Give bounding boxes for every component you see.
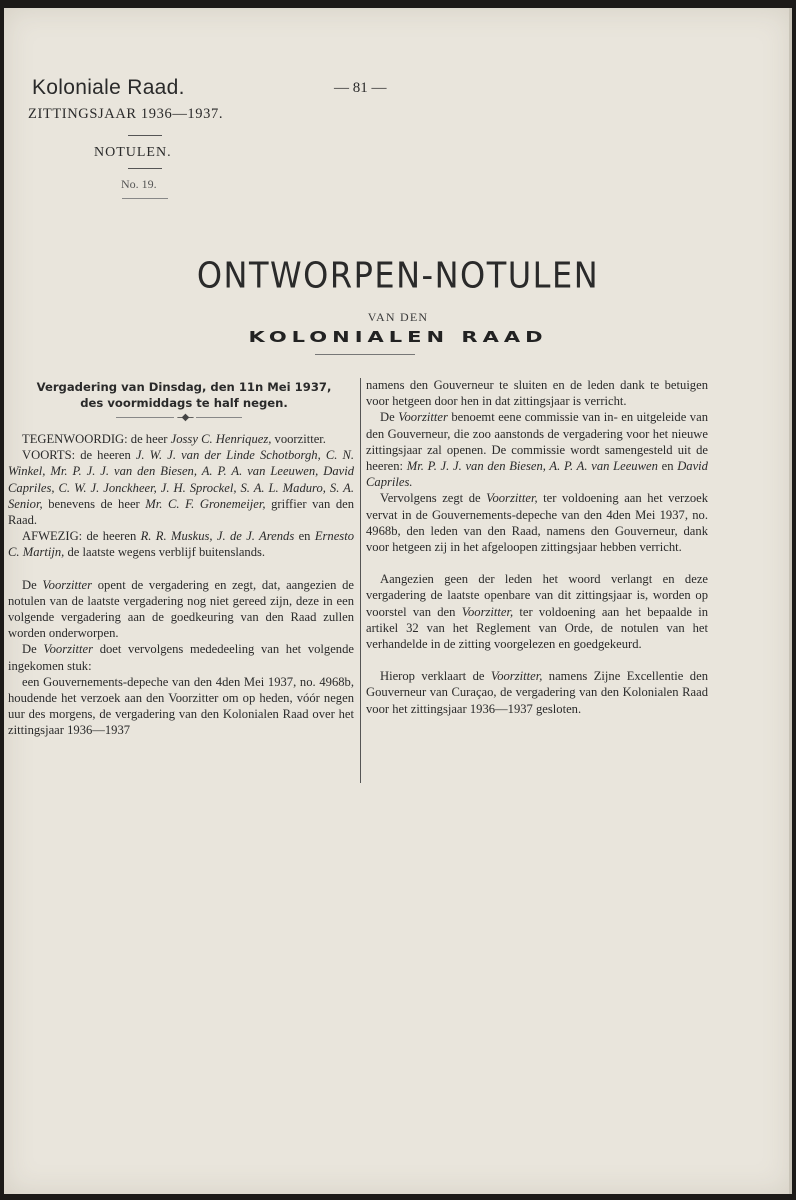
issue-number: No. 19. — [121, 177, 157, 191]
council-name: KOLONIALEN RAAD — [248, 328, 548, 346]
meeting-time: des voormiddags te half negen. — [80, 396, 288, 410]
continuation-paragraph: namens den Gouverneur te sluiten en de leden dank te betuigen voor hetgeen door hen in dat zittingsjaar is verricht. — [366, 378, 708, 409]
document-page — [4, 8, 792, 1194]
left-column — [8, 431, 354, 739]
thanks-paragraph: Vervolgens zegt de Voorzitter, ter voldoening aan het verzoek vervat in de Gouvernements-depeche van den 4den Mei 1937, no. 4968b, den leden van den Raad, namens den Gouverneur, dank voor hetgeen zij in het afgeloopen zittingsjaar hebben verricht. — [366, 491, 709, 555]
header-rule-2 — [128, 168, 162, 169]
attendees-absent: AFWEZIG: de heeren R. R. Muskus, J. de J. Arends en Ernesto C. Martijn, de laatste wegens verblijf buitenslands. — [8, 529, 355, 560]
header-rule-1 — [128, 135, 162, 136]
approval-paragraph: Aangezien geen der leden het woord verlangt en deze vergadering de laatste openbare van dit zittingsjaar is, worden op voorstel van den Voorzitter, ter voldoening aan het bepaalde in artikel 32 van het Reglement van Orde, de notulen van het verhandelde in de zitting voorgelezen en goedgekeurd. — [366, 572, 709, 652]
closing-paragraph: Hierop verklaart de Voorzitter, namens Zijne Excellentie den Gouverneur van Curaçao, de vergadering van den Kolonialen Raad voor het zittingsjaar 1936—1937 gesloten. — [366, 669, 708, 716]
council-header-title: Koloniale Raad. — [32, 76, 185, 99]
section-label: NOTULEN. — [94, 145, 172, 160]
commission-paragraph: De Voorzitter benoemt eene commissie van in- en uitgeleide van den Gouverneur, die zoo aanstonds de vergadering voor het nieuwe zittingsjaar zal openen. De commissie wordt samengesteld uit de heeren: Mr. P. J. J. van den Biesen, A. P. A. van Leeuwen en David Capriles. — [366, 410, 708, 490]
page-number: — 81 — — [334, 80, 387, 96]
right-column — [366, 377, 708, 717]
main-title: ONTWORPEN-NOTULEN — [196, 253, 600, 297]
attendees-present: TEGENWOORDIG: de heer Jossy C. Henriquez, voorzitter. — [22, 432, 326, 446]
opening-paragraph: De Voorzitter opent de vergadering en zegt, dat, aangezien de notulen van de laatste vergadering nog niet gereed zijn, deze in een volgende vergadering aan de goedkeuring van den Raad zullen worden onderworpen. — [8, 577, 354, 641]
session-year: ZITTINGSJAAR 1936—1937. — [28, 106, 224, 122]
announcement-paragraph: De Voorzitter doet vervolgens mededeeling van het volgende ingekomen stuk: — [8, 642, 354, 673]
ornament: -‑◆‑- — [174, 412, 196, 423]
page-edge — [789, 8, 792, 1194]
meeting-date: Vergadering van Dinsdag, den 11n Mei 1937, — [36, 380, 332, 394]
depeche-paragraph: een Gouvernements-depeche van den 4den Mei 1937, no. 4968b, houdende het verzoek aan den Voorzitter om op heden, vóór negen uur des morgens, de vergadering van den Kolonialen Raad over het zittingsjaar 1936—1937 — [8, 674, 354, 738]
subtitle: VAN DEN — [367, 310, 429, 324]
title-rule — [315, 354, 415, 355]
column-divider — [360, 378, 361, 783]
attendees-also: VOORTS: de heeren J. W. J. van der Linde Schotborgh, C. N. Winkel, Mr. P. J. J. van den Biesen, A. P. A. van Leeuwen, David Capriles, C. W. J. Jonckheer, J. H. Sprockel, S. A. L. Maduro, S. A. Senior, benevens de heer Mr. C. F. Gronemeijer, griffier van den Raad. — [8, 448, 355, 528]
meeting-heading — [34, 379, 334, 411]
header-rule-3 — [122, 198, 168, 199]
